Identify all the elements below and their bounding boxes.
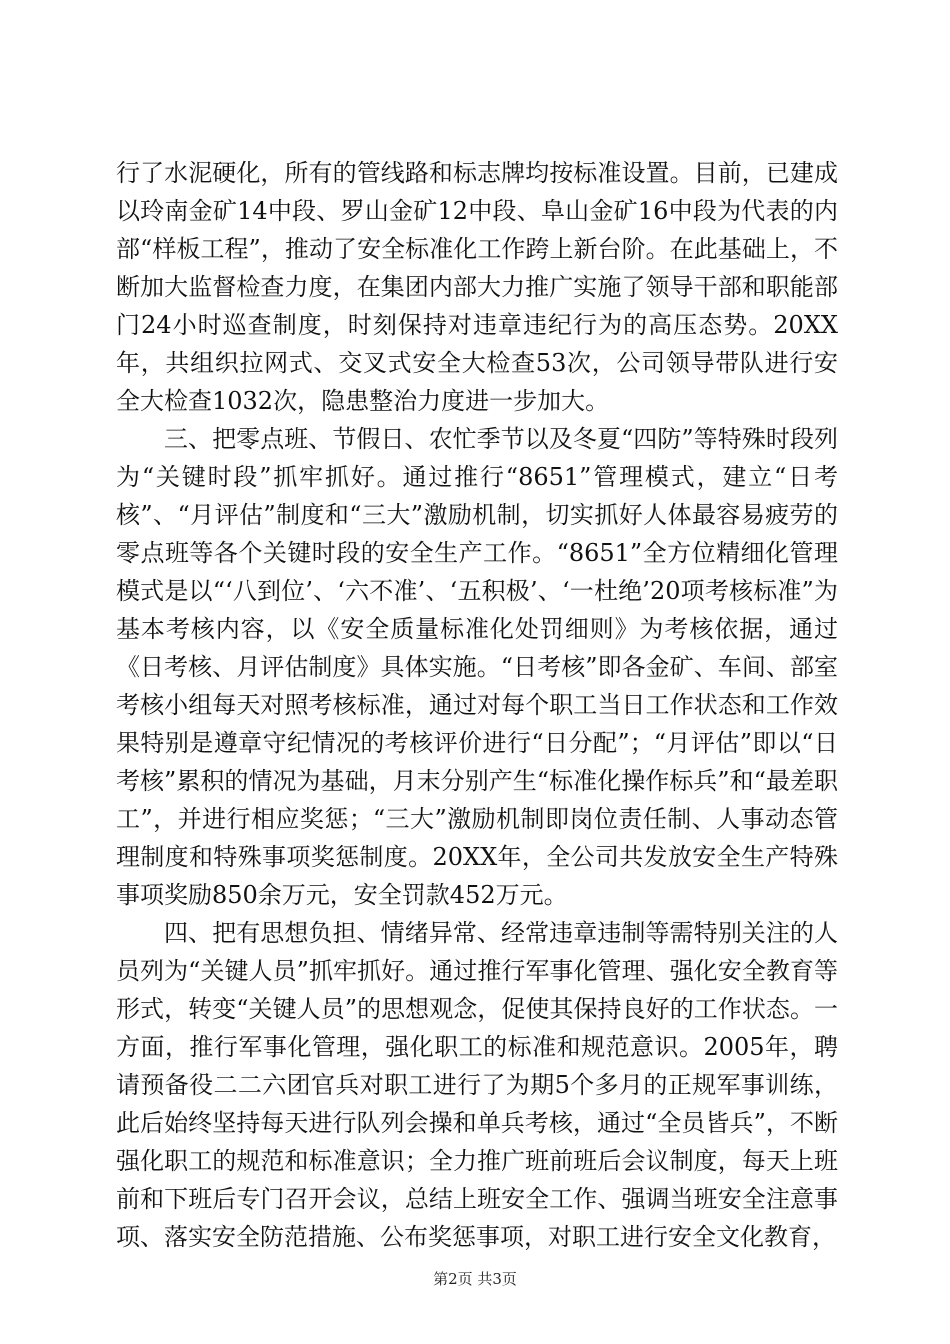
document-body — [116, 154, 838, 1256]
page-footer: 第2页 共3页 — [433, 1270, 517, 1288]
paragraph-continued: 行了水泥硬化，所有的管线路和标志牌均按标准设置。目前，已建成以玲南金矿14中段、罗山金矿12中段、阜山金矿16中段为代表的内部“样板工程”，推动了安全标准化工作跨上新台阶。在此基础上，不断加大监督检查力度，在集团内部大力推广实施了领导干部和职能部门24小时巡查制度，时刻保持对违章违纪行为的高压态势。20XX年，共组织拉网式、交叉式安全大检查53次，公司领导带队进行安全大检查1032次，隐患整治力度进一步加大。 — [116, 159, 838, 415]
paragraph-section-three: 三、把零点班、节假日、农忙季节以及冬夏“四防”等特殊时段列为“关键时段”抓牢抓好。通过推行“8651”管理模式，建立“日考核”、“月评估”制度和“三大”激励机制，切实抓好人体最容易疲劳的零点班等各个关键时段的安全生产工作。“8651”全方位精细化管理模式是以“‘八到位’、‘六不准’、‘五积极’、‘一杜绝’20项考核标准”为基本考核内容，以《安全质量标准化处罚细则》为考核依据，通过《日考核、月评估制度》具体实施。“日考核”即各金矿、车间、部室考核小组每天对照考核标准，通过对每个职工当日工作状态和工作效果特别是遵章守纪情况的考核评价进行“日分配”；“月评估”即以“日考核”累积的情况为基础，月末分别产生“标准化操作标兵”和“最差职工”，并进行相应奖惩；“三大”激励机制即岗位责任制、人事动态管理制度和特殊事项奖惩制度。20XX年，全公司共发放安全生产特殊事项奖励850余万元，安全罚款452万元。 — [116, 425, 838, 909]
paragraph-section-four: 四、把有思想负担、情绪异常、经常违章违制等需特别关注的人员列为“关键人员”抓牢抓好。通过推行军事化管理、强化安全教育等形式，转变“关键人员”的思想观念，促使其保持良好的工作状态。一方面，推行军事化管理，强化职工的标准和规范意识。2005年，聘请预备役二二六团官兵对职工进行了为期5个多月的正规军事训练，此后始终坚持每天进行队列会操和单兵考核，通过“全员皆兵”，不断强化职工的规范和标准意识；全力推广班前班后会议制度，每天上班前和下班后专门召开会议，总结上班安全工作、强调当班安全注意事项、落实安全防范措施、公布奖惩事项，对职工进行安全文化教育， — [116, 919, 838, 1251]
